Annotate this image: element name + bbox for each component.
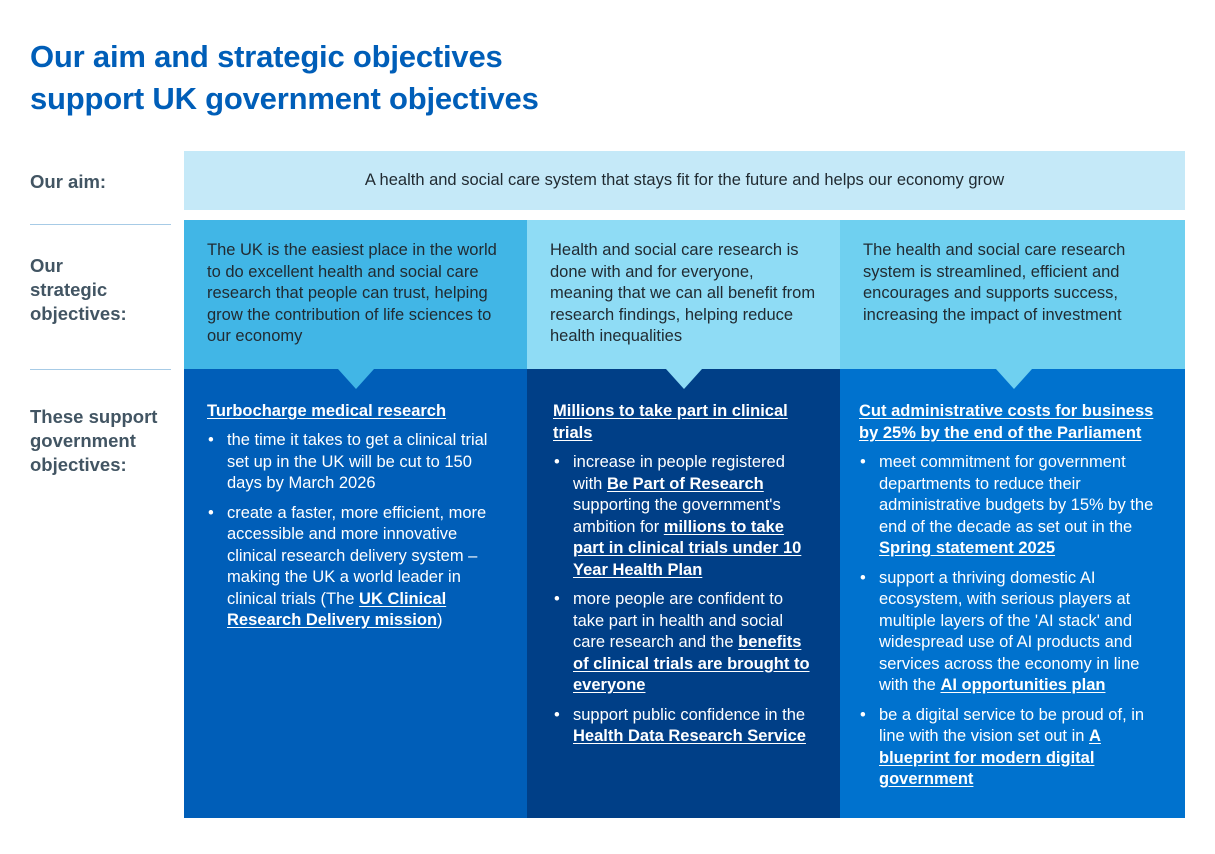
list-item: • create a faster, more efficient, more accessible and more innovative clinical research delivery system – making the UK a world leader in clinical trials (The UK Clinical Research Delivery mission) — [227, 503, 505, 632]
list-item: • meet commitment for government departments to reduce their administrative budgets by 15% by the end of the decade as set out in the Spring statement 2025 — [879, 452, 1163, 560]
government-objective-1 — [184, 369, 527, 818]
objective-3: The health and social care research system is streamlined, efficient and encourages and supports success, increasing the impact of investment — [840, 220, 1185, 369]
arrow-down-icon — [996, 369, 1032, 389]
label-government: These support government objectives: — [30, 406, 158, 475]
heading-link[interactable]: Cut administrative costs for business by 25% by the end of the Parliament — [859, 402, 1154, 442]
spring-statement-link[interactable]: Spring statement 2025 — [879, 539, 1056, 557]
uk-clinical-research-link[interactable]: UK Clinical Research Delivery mission — [227, 589, 447, 629]
health-data-link[interactable]: Health Data Research Service — [573, 727, 806, 745]
label-aim: Our aim: — [30, 171, 107, 192]
divider — [30, 369, 171, 370]
heading-link[interactable]: Millions to take part in clinical trials — [553, 402, 788, 442]
page-title — [30, 36, 539, 120]
government-objective-3 — [840, 369, 1185, 818]
list-item: • support a thriving domestic AI ecosystem, with serious players at multiple layers of the 'AI stack' and widespread use of AI products and services across the economy in line with the AI opportunities plan — [879, 568, 1163, 697]
label-objectives: Our strategic objectives: — [30, 255, 127, 324]
government-objective-2 — [527, 369, 840, 818]
divider — [30, 224, 171, 225]
health-plan-link[interactable]: millions to take part in clinical trials under 10 Year Health Plan — [573, 517, 802, 579]
objective-2: Health and social care research is done with and for everyone, meaning that we can all benefit from research findings, helping reduce health inequalities — [527, 220, 840, 369]
list-item: • be a digital service to be proud of, in line with the vision set out in A blueprint for modern digital government — [879, 705, 1163, 791]
be-part-of-research-link[interactable]: Be Part of Research — [606, 474, 764, 493]
title-line-2: support UK government objectives — [30, 81, 539, 116]
list-item: • increase in people registered with Be Part of Research supporting the government's ambition for millions to take part in clinical trials under 10 Year Health Plan — [573, 452, 818, 581]
ai-plan-link[interactable]: AI opportunities plan — [940, 676, 1106, 694]
title-line-1: Our aim and strategic objectives — [30, 39, 503, 74]
arrow-down-icon — [338, 369, 374, 389]
objective-1: The UK is the easiest place in the world to do excellent health and social care research that people can trust, helping grow the contribution of life sciences to our economy — [184, 220, 527, 369]
list-item: • more people are confident to take part in health and social care research and the benefits of clinical trials are brought to everyone — [573, 589, 818, 697]
list-item: • the time it takes to get a clinical trial set up in the UK will be cut to 150 days by March 2026 — [227, 430, 505, 495]
benefits-link[interactable]: benefits of clinical trials are brought to everyone — [573, 633, 810, 694]
arrow-down-icon — [666, 369, 702, 389]
blueprint-link[interactable]: A blueprint for modern digital government — [879, 727, 1101, 788]
aim-box: A health and social care system that stays fit for the future and helps our economy grow — [184, 151, 1185, 210]
heading-link[interactable]: Turbocharge medical research — [207, 402, 447, 420]
list-item: • support public confidence in the Health Data Research Service — [573, 705, 818, 748]
